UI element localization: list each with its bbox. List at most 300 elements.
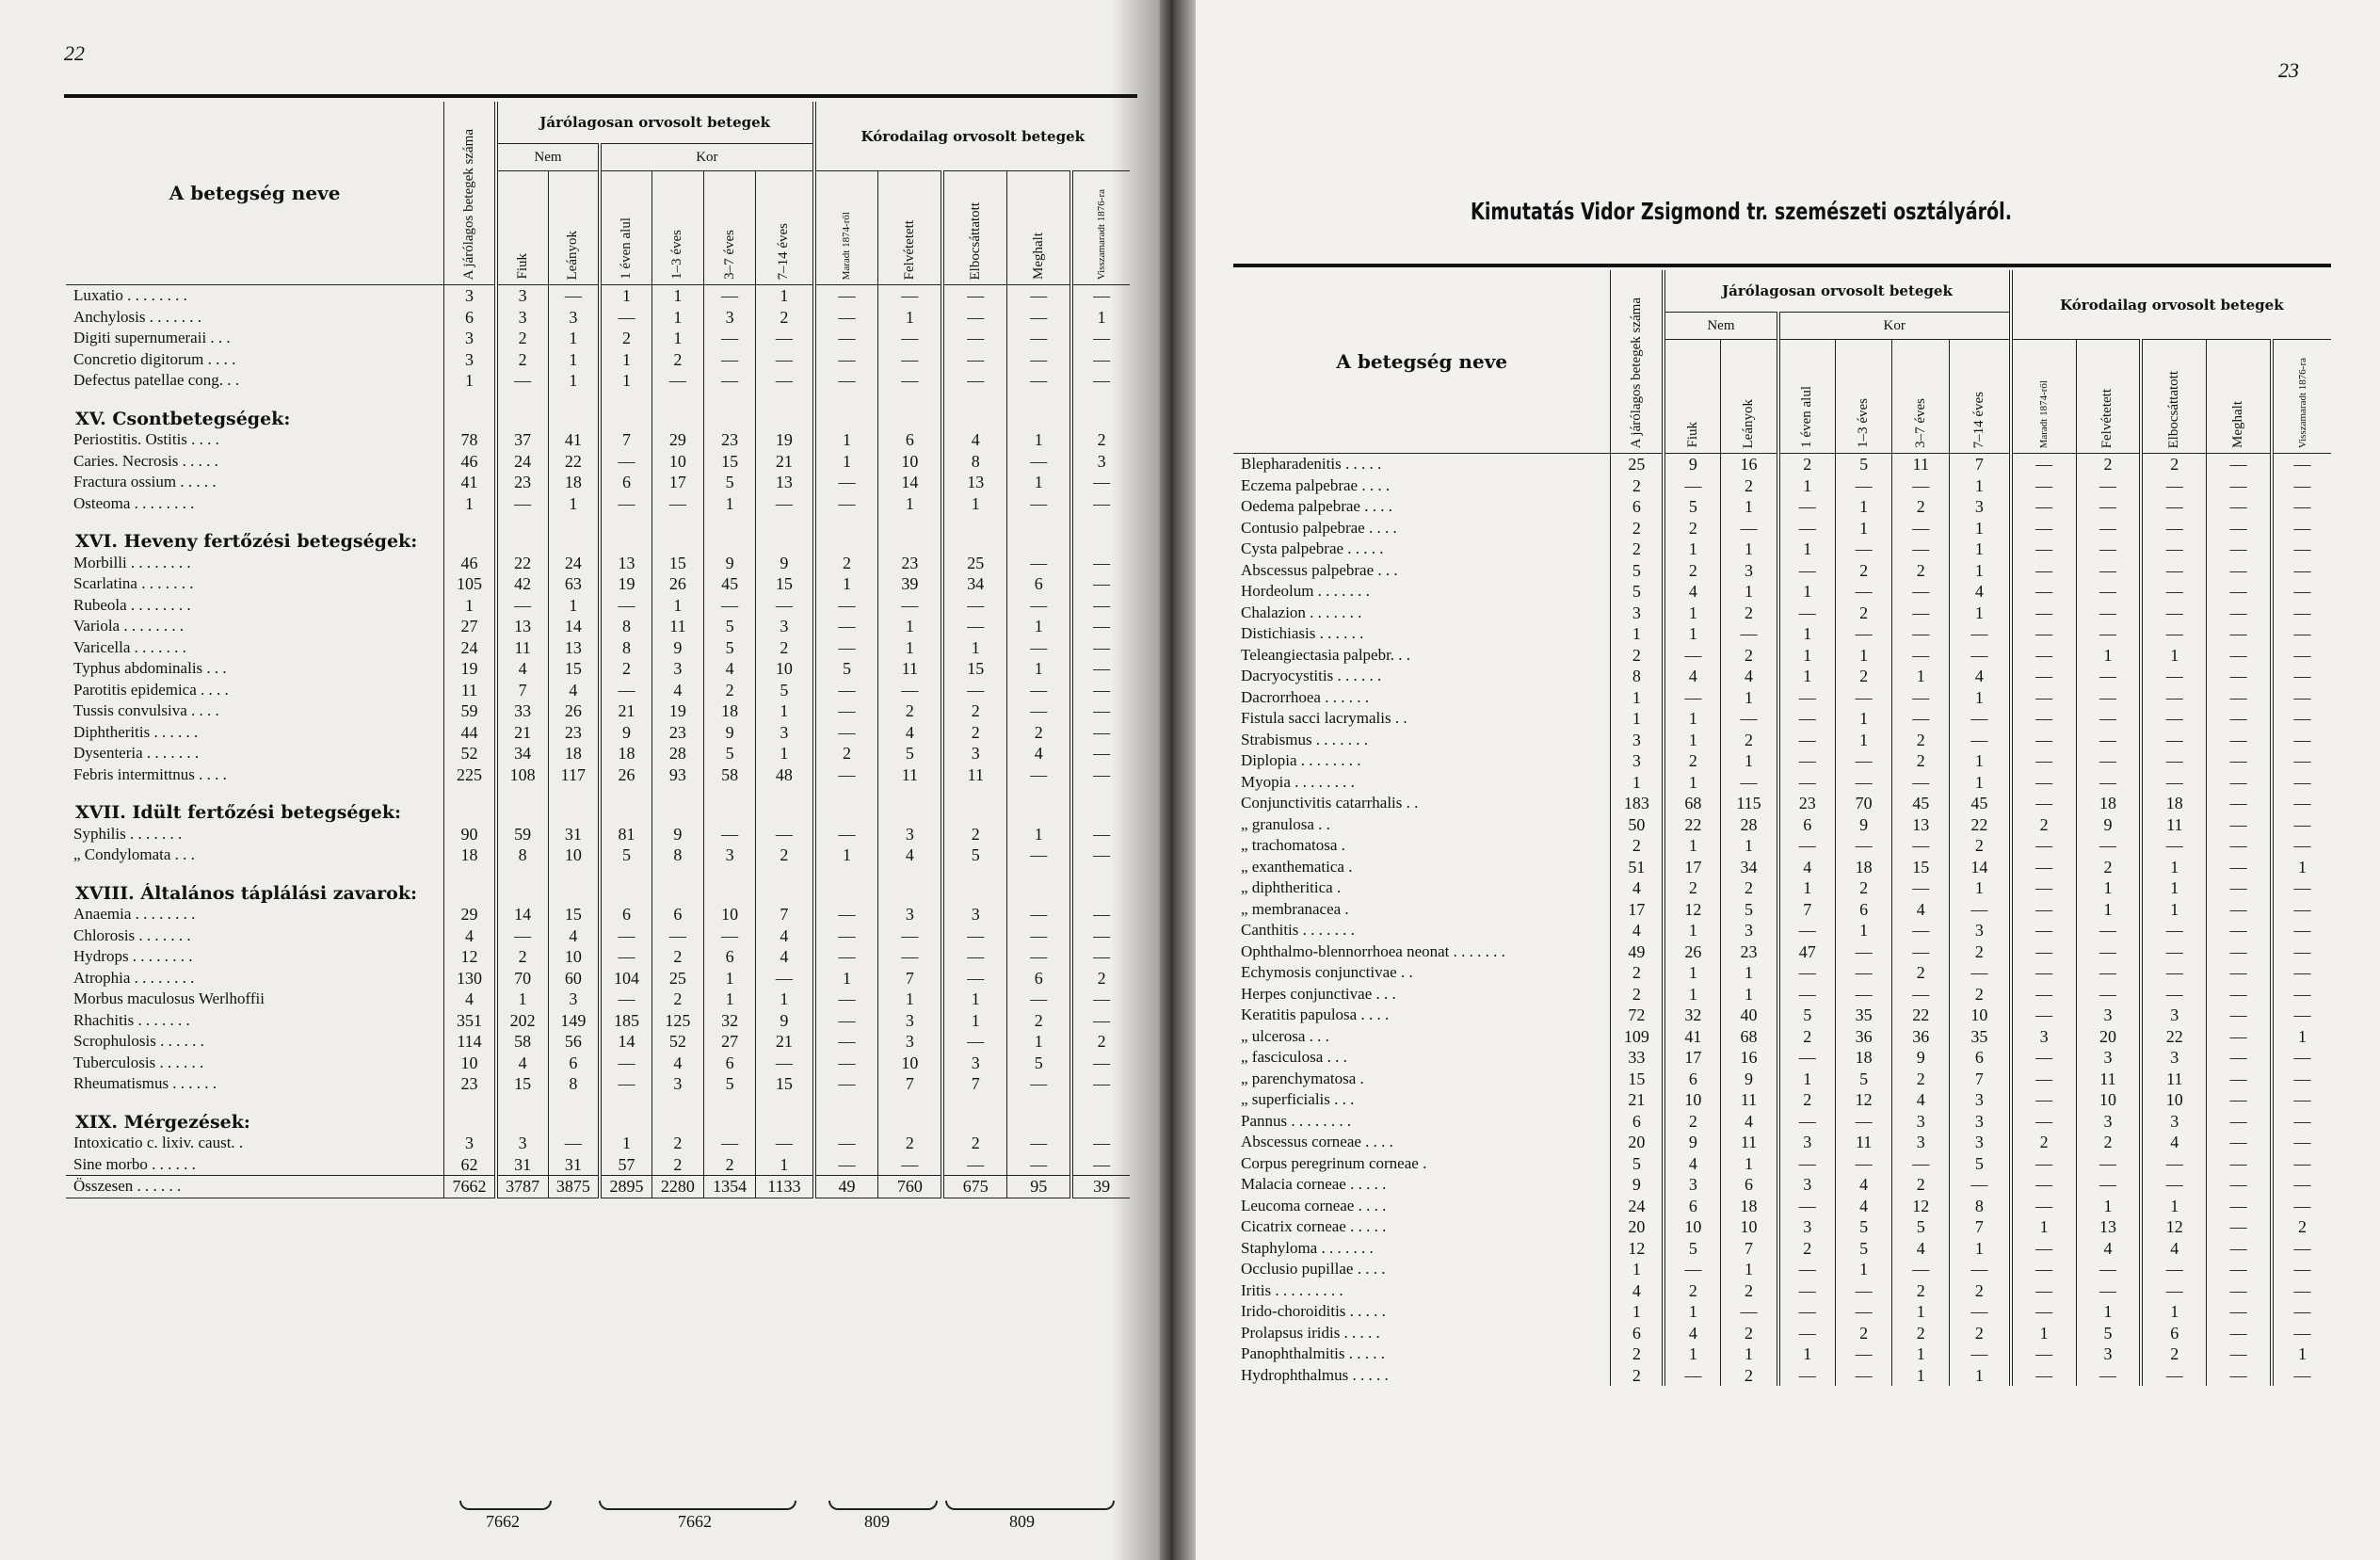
value-cell: 125 xyxy=(651,1010,703,1032)
value-cell: 3 xyxy=(2141,1047,2206,1069)
value-cell: — xyxy=(548,1133,600,1154)
header-7-14: 7–14 éves xyxy=(756,171,814,285)
sum-brace-inpatient-out xyxy=(945,1501,1115,1510)
header-remained-1874-right: Maradt 1874-ről xyxy=(2011,340,2076,454)
value-cell: 4 xyxy=(1007,743,1071,764)
table-row xyxy=(1233,1026,2331,1048)
value-cell: 49 xyxy=(1611,941,1664,963)
value-cell: 19 xyxy=(444,658,496,680)
table-row xyxy=(66,925,1130,947)
value-cell: 12 xyxy=(1611,1238,1664,1260)
value-cell: 1 xyxy=(1892,1365,1950,1387)
table-row xyxy=(1233,1089,2331,1111)
value-cell: 6 xyxy=(704,946,756,968)
value-cell: 1 xyxy=(1835,645,1892,667)
value-cell: — xyxy=(2011,1111,2076,1133)
value-cell: — xyxy=(942,595,1006,617)
table-row xyxy=(1233,1196,2331,1217)
value-cell: 8 xyxy=(496,844,548,866)
value-cell: — xyxy=(2011,454,2076,475)
value-cell: — xyxy=(1835,941,1892,963)
value-cell: — xyxy=(600,989,651,1010)
value-cell: — xyxy=(814,493,878,515)
value-cell: — xyxy=(814,472,878,493)
value-cell: — xyxy=(1721,518,1778,539)
value-cell: 1 xyxy=(2076,899,2141,921)
table-row xyxy=(1233,1365,2331,1387)
value-cell: 60 xyxy=(548,968,600,989)
disease-name: Blepharadenitis . . . . . xyxy=(1241,455,1382,473)
disease-name: „ ulcerosa . . . xyxy=(1241,1026,1329,1045)
value-cell: 15 xyxy=(942,658,1006,680)
header-admitted-right: Felvétetett xyxy=(2076,340,2141,454)
header-remaining-1876-right: Visszamaradt 1876-ra xyxy=(2272,340,2331,454)
value-cell: — xyxy=(1007,451,1071,473)
value-cell: 1 xyxy=(1778,475,1836,497)
value-cell: — xyxy=(1007,1073,1071,1095)
value-cell: 5 xyxy=(704,1073,756,1095)
value-cell: 13 xyxy=(1892,814,1950,836)
value-cell: — xyxy=(814,946,878,968)
value-cell: — xyxy=(600,595,651,617)
value-cell: — xyxy=(1778,687,1836,709)
value-cell: 4 xyxy=(1611,877,1664,899)
value-cell: — xyxy=(1835,1301,1892,1323)
value-cell: — xyxy=(814,595,878,617)
table-row xyxy=(1233,687,2331,709)
value-cell: 23 xyxy=(444,1073,496,1095)
value-cell: 1 xyxy=(1721,581,1778,603)
value-cell: 5 xyxy=(1007,1053,1071,1074)
table-row xyxy=(66,700,1130,722)
value-cell: — xyxy=(2076,560,2141,582)
value-cell: 185 xyxy=(600,1010,651,1032)
value-cell: 2 xyxy=(814,743,878,764)
value-cell: 37 xyxy=(496,429,548,451)
value-cell: — xyxy=(2272,1196,2331,1217)
table-row xyxy=(1233,1301,2331,1323)
disease-name: Canthitis . . . . . . . xyxy=(1241,921,1355,939)
value-cell: 72 xyxy=(1611,1005,1664,1026)
value-cell: 2 xyxy=(1721,1365,1778,1387)
value-cell: — xyxy=(1071,700,1130,722)
value-cell: 1 xyxy=(1778,666,1836,687)
value-cell: — xyxy=(600,925,651,947)
value-cell: — xyxy=(2076,496,2141,518)
value-cell: — xyxy=(2207,1153,2272,1175)
value-cell: 4 xyxy=(1778,857,1836,878)
table-row xyxy=(1233,708,2331,730)
value-cell: 2 xyxy=(600,328,651,349)
value-cell: 7 xyxy=(878,1073,942,1095)
value-cell: 11 xyxy=(1892,454,1950,475)
value-cell: — xyxy=(814,680,878,701)
value-cell: 10 xyxy=(878,451,942,473)
value-cell: 3 xyxy=(2011,1026,2076,1048)
value-cell: 5 xyxy=(814,658,878,680)
value-cell: 25 xyxy=(651,968,703,989)
value-cell: — xyxy=(496,925,548,947)
value-cell: 68 xyxy=(1664,793,1721,814)
header-boys: Fiuk xyxy=(496,171,548,285)
value-cell: 11 xyxy=(444,680,496,701)
value-cell: — xyxy=(1835,1280,1892,1302)
value-cell: — xyxy=(1778,560,1836,582)
disease-name: Chalazion . . . . . . . xyxy=(1241,603,1362,621)
value-cell: 6 xyxy=(1950,1047,2011,1069)
table-row xyxy=(1233,1343,2331,1365)
value-cell: — xyxy=(2011,962,2076,984)
disease-name: Atrophia . . . . . . . . xyxy=(73,968,195,987)
value-cell: — xyxy=(2272,730,2331,751)
value-cell: — xyxy=(2076,962,2141,984)
table-row xyxy=(1233,730,2331,751)
value-cell: 2 xyxy=(1611,835,1664,857)
value-cell: 4 xyxy=(1835,1196,1892,1217)
value-cell: 1 xyxy=(1664,730,1721,751)
value-cell: — xyxy=(1892,1259,1950,1280)
value-cell: 1 xyxy=(2272,857,2331,878)
value-cell: 3 xyxy=(1778,1132,1836,1153)
value-cell: — xyxy=(1071,285,1130,307)
table-row xyxy=(1233,920,2331,941)
disease-name: Leucoma corneae . . . . xyxy=(1241,1196,1387,1214)
disease-name: Digiti supernumeraii . . . xyxy=(73,329,231,346)
value-cell: 6 xyxy=(1721,1174,1778,1196)
value-cell: 2 xyxy=(651,349,703,371)
header-1-3: 1–3 éves xyxy=(651,171,703,285)
value-cell: — xyxy=(2011,1238,2076,1260)
value-cell: 58 xyxy=(496,1031,548,1053)
value-cell: 7 xyxy=(1721,1238,1778,1260)
value-cell: — xyxy=(1835,539,1892,560)
value-cell: 9 xyxy=(2076,814,2141,836)
value-cell: 18 xyxy=(444,844,496,866)
value-cell: — xyxy=(2272,666,2331,687)
value-cell: — xyxy=(1071,722,1130,744)
value-cell: 2 xyxy=(1835,1323,1892,1344)
value-cell: 2 xyxy=(1007,722,1071,744)
value-cell: 1 xyxy=(1835,920,1892,941)
value-cell: 15 xyxy=(756,1073,814,1095)
value-cell: — xyxy=(942,680,1006,701)
value-cell: 2 xyxy=(942,722,1006,744)
value-cell: 1 xyxy=(1611,1301,1664,1323)
value-cell: 5 xyxy=(704,472,756,493)
value-cell: — xyxy=(1071,824,1130,845)
value-cell: — xyxy=(1778,1111,1836,1133)
value-cell: — xyxy=(1071,844,1130,866)
table-row xyxy=(66,616,1130,637)
value-cell: — xyxy=(1950,899,2011,921)
value-cell: 202 xyxy=(496,1010,548,1032)
table-row xyxy=(66,658,1130,680)
table-row xyxy=(66,472,1130,493)
value-cell: 10 xyxy=(1950,1005,2011,1026)
value-cell: 1 xyxy=(756,1154,814,1176)
value-cell: — xyxy=(2141,708,2206,730)
top-rule-left xyxy=(64,94,1137,98)
header-discharged-right: Elbocsáttatott xyxy=(2141,340,2206,454)
value-cell: — xyxy=(600,1053,651,1074)
disease-name: Rhachitis . . . . . . . xyxy=(73,1010,190,1029)
value-cell: — xyxy=(756,595,814,617)
value-cell: — xyxy=(2011,1365,2076,1387)
value-cell: 2 xyxy=(704,680,756,701)
value-cell: — xyxy=(1835,1365,1892,1387)
value-cell: 6 xyxy=(1664,1196,1721,1217)
value-cell: 11 xyxy=(496,637,548,659)
value-cell: — xyxy=(2207,1005,2272,1026)
value-cell: — xyxy=(2207,1216,2272,1238)
right-page xyxy=(1173,0,2380,1560)
value-cell: 1 xyxy=(942,989,1006,1010)
value-cell: 1 xyxy=(1892,666,1950,687)
value-cell: — xyxy=(2141,687,2206,709)
disease-name: „ superficialis . . . xyxy=(1241,1090,1355,1108)
value-cell: 15 xyxy=(1892,857,1950,878)
value-cell: 1 xyxy=(548,493,600,515)
value-cell: — xyxy=(1007,700,1071,722)
header-girls: Leányok xyxy=(548,171,600,285)
value-cell: — xyxy=(2076,1153,2141,1175)
value-cell: — xyxy=(1071,680,1130,701)
value-cell: 4 xyxy=(1721,1111,1778,1133)
value-cell: 5 xyxy=(704,743,756,764)
value-cell: — xyxy=(2011,835,2076,857)
header-3-7-right: 3–7 éves xyxy=(1892,340,1950,454)
value-cell: 21 xyxy=(600,700,651,722)
value-cell: 2 xyxy=(1950,1280,2011,1302)
value-cell: 2 xyxy=(942,1133,1006,1154)
value-cell: 25 xyxy=(942,553,1006,574)
value-cell: — xyxy=(756,1133,814,1154)
value-cell: 6 xyxy=(1611,1323,1664,1344)
value-cell: — xyxy=(814,1053,878,1074)
value-cell: 46 xyxy=(444,451,496,473)
disease-name: Cysta palpebrae . . . . . xyxy=(1241,539,1384,557)
table-row xyxy=(1233,1216,2331,1238)
disease-name: Dacryocystitis . . . . . . xyxy=(1241,667,1382,684)
value-cell: 15 xyxy=(548,658,600,680)
value-cell: 22 xyxy=(496,553,548,574)
value-cell: 1 xyxy=(600,285,651,307)
value-cell: 15 xyxy=(548,904,600,925)
value-cell: 5 xyxy=(704,616,756,637)
value-cell: 39 xyxy=(878,573,942,595)
value-cell: 2 xyxy=(704,1154,756,1176)
value-cell: 4 xyxy=(1892,1089,1950,1111)
value-cell: 23 xyxy=(1721,941,1778,963)
value-cell: 104 xyxy=(600,968,651,989)
disease-name: Malacia corneae . . . . . xyxy=(1241,1175,1387,1193)
value-cell: 3 xyxy=(2076,1111,2141,1133)
value-cell: 2 xyxy=(1071,968,1130,989)
table-row xyxy=(1233,623,2331,645)
value-cell: 42 xyxy=(496,573,548,595)
value-cell: 6 xyxy=(651,904,703,925)
table-row xyxy=(1233,835,2331,857)
value-cell: 22 xyxy=(1892,1005,1950,1026)
value-cell: 68 xyxy=(1721,1026,1778,1048)
value-cell: 7 xyxy=(1950,1216,2011,1238)
value-cell: — xyxy=(2207,1196,2272,1217)
value-cell: — xyxy=(1007,764,1071,786)
value-cell: 2 xyxy=(1778,454,1836,475)
value-cell: — xyxy=(1950,1301,2011,1323)
value-cell: — xyxy=(2011,1196,2076,1217)
value-cell: 4 xyxy=(1892,899,1950,921)
value-cell: 1 xyxy=(1664,623,1721,645)
value-cell: 5 xyxy=(704,637,756,659)
disease-name: Herpes conjunctivae . . . xyxy=(1241,984,1396,1003)
table-row xyxy=(1233,560,2331,582)
value-cell: — xyxy=(1071,946,1130,968)
value-cell: 3 xyxy=(1892,1132,1950,1153)
header-outpatient-group-right: Járólagosan orvosolt betegek xyxy=(1664,270,2010,313)
value-cell: — xyxy=(600,493,651,515)
value-cell: — xyxy=(1892,687,1950,709)
table-row xyxy=(66,824,1130,845)
value-cell: 225 xyxy=(444,764,496,786)
value-cell: 2 xyxy=(1611,539,1664,560)
value-cell: 1 xyxy=(1721,539,1778,560)
value-cell: 9 xyxy=(600,722,651,744)
value-cell: 62 xyxy=(444,1154,496,1176)
value-cell: 15 xyxy=(1611,1069,1664,1090)
table-row xyxy=(66,1073,1130,1095)
value-cell: — xyxy=(1950,623,2011,645)
sum-inpatient-in: 809 xyxy=(864,1512,890,1531)
section-heading-row xyxy=(66,1112,1130,1134)
disease-name: „ Condylomata . . . xyxy=(73,845,195,863)
value-cell: — xyxy=(2207,687,2272,709)
value-cell: — xyxy=(1664,1365,1721,1387)
value-cell: 1 xyxy=(1778,1069,1836,1090)
value-cell: 1 xyxy=(1721,984,1778,1005)
value-cell: 16 xyxy=(1721,1047,1778,1069)
disease-name: Intoxicatio c. lixiv. caust. . xyxy=(73,1134,244,1151)
disease-name: Dacrorrhoea . . . . . . xyxy=(1241,687,1369,706)
value-cell: 23 xyxy=(704,429,756,451)
value-cell: 2 xyxy=(2076,857,2141,878)
value-cell: — xyxy=(1835,962,1892,984)
value-cell: 7 xyxy=(878,968,942,989)
value-cell: — xyxy=(2011,687,2076,709)
disease-name: Morbus maculosus Werlhoffii xyxy=(73,989,265,1007)
value-cell: 11 xyxy=(1721,1089,1778,1111)
value-cell: — xyxy=(2272,1365,2331,1387)
value-cell: 3 xyxy=(444,285,496,307)
value-cell: 15 xyxy=(496,1073,548,1095)
value-cell: 6 xyxy=(1835,899,1892,921)
value-cell: — xyxy=(814,370,878,392)
value-cell: — xyxy=(2272,1174,2331,1196)
value-cell: — xyxy=(1778,1280,1836,1302)
value-cell: — xyxy=(1892,475,1950,497)
value-cell: — xyxy=(1892,1153,1950,1175)
value-cell: 6 xyxy=(704,1053,756,1074)
value-cell: 14 xyxy=(1950,857,2011,878)
value-cell: 1 xyxy=(942,493,1006,515)
value-cell: 15 xyxy=(704,451,756,473)
value-cell: 18 xyxy=(548,472,600,493)
value-cell: 10 xyxy=(548,946,600,968)
value-cell: 4 xyxy=(444,925,496,947)
value-cell: 18 xyxy=(600,743,651,764)
value-cell: 2 xyxy=(1664,877,1721,899)
value-cell: — xyxy=(1778,708,1836,730)
value-cell: — xyxy=(2141,623,2206,645)
value-cell: — xyxy=(1778,984,1836,1005)
value-cell: 10 xyxy=(1721,1216,1778,1238)
value-cell: 1 xyxy=(1007,472,1071,493)
value-cell: — xyxy=(2272,645,2331,667)
disease-name: Contusio palpebrae . . . . xyxy=(1241,518,1397,537)
value-cell: — xyxy=(2272,1047,2331,1069)
value-cell: 9 xyxy=(756,553,814,574)
value-cell: — xyxy=(2076,581,2141,603)
value-cell: 70 xyxy=(496,968,548,989)
value-cell: — xyxy=(2207,1259,2272,1280)
value-cell: — xyxy=(2011,666,2076,687)
value-cell: 1 xyxy=(2272,1343,2331,1365)
value-cell: 31 xyxy=(548,824,600,845)
sum-sex: 7662 xyxy=(486,1512,520,1531)
value-cell: 8 xyxy=(942,451,1006,473)
value-cell: — xyxy=(2207,1111,2272,1133)
disease-name: Myopia . . . . . . . . xyxy=(1241,772,1355,791)
table-row xyxy=(66,573,1130,595)
value-cell: 3 xyxy=(1611,730,1664,751)
value-cell: — xyxy=(1071,637,1130,659)
value-cell: 24 xyxy=(1611,1196,1664,1217)
value-cell: — xyxy=(2272,793,2331,814)
value-cell: 1 xyxy=(1721,750,1778,772)
value-cell: — xyxy=(1892,877,1950,899)
value-cell: — xyxy=(2011,984,2076,1005)
value-cell: 27 xyxy=(704,1031,756,1053)
value-cell: 6 xyxy=(1007,968,1071,989)
table-row xyxy=(66,968,1130,989)
value-cell: 1 xyxy=(1778,645,1836,667)
value-cell: 11 xyxy=(2141,1069,2206,1090)
header-died-right: Meghalt xyxy=(2207,340,2272,454)
value-cell: — xyxy=(1950,1259,2011,1280)
value-cell: 10 xyxy=(756,658,814,680)
value-cell: — xyxy=(814,764,878,786)
value-cell: 78 xyxy=(444,429,496,451)
value-cell: — xyxy=(600,680,651,701)
disease-name: Keratitis papulosa . . . . xyxy=(1241,1005,1390,1023)
value-cell: 3 xyxy=(756,616,814,637)
value-cell: 2 xyxy=(1950,941,2011,963)
value-cell: — xyxy=(2011,1069,2076,1090)
value-cell: — xyxy=(2141,941,2206,963)
table-row xyxy=(1233,1069,2331,1090)
value-cell: — xyxy=(2011,920,2076,941)
disease-name: Diphtheritis . . . . . . xyxy=(73,722,199,741)
value-cell: 9 xyxy=(1721,1069,1778,1090)
value-cell: 1 xyxy=(2011,1323,2076,1344)
value-cell: 2 xyxy=(1835,603,1892,624)
value-cell: 11 xyxy=(651,616,703,637)
value-cell: 675 xyxy=(942,1176,1006,1198)
value-cell: 11 xyxy=(878,658,942,680)
value-cell: — xyxy=(2076,518,2141,539)
value-cell: — xyxy=(1892,645,1950,667)
value-cell: 34 xyxy=(942,573,1006,595)
